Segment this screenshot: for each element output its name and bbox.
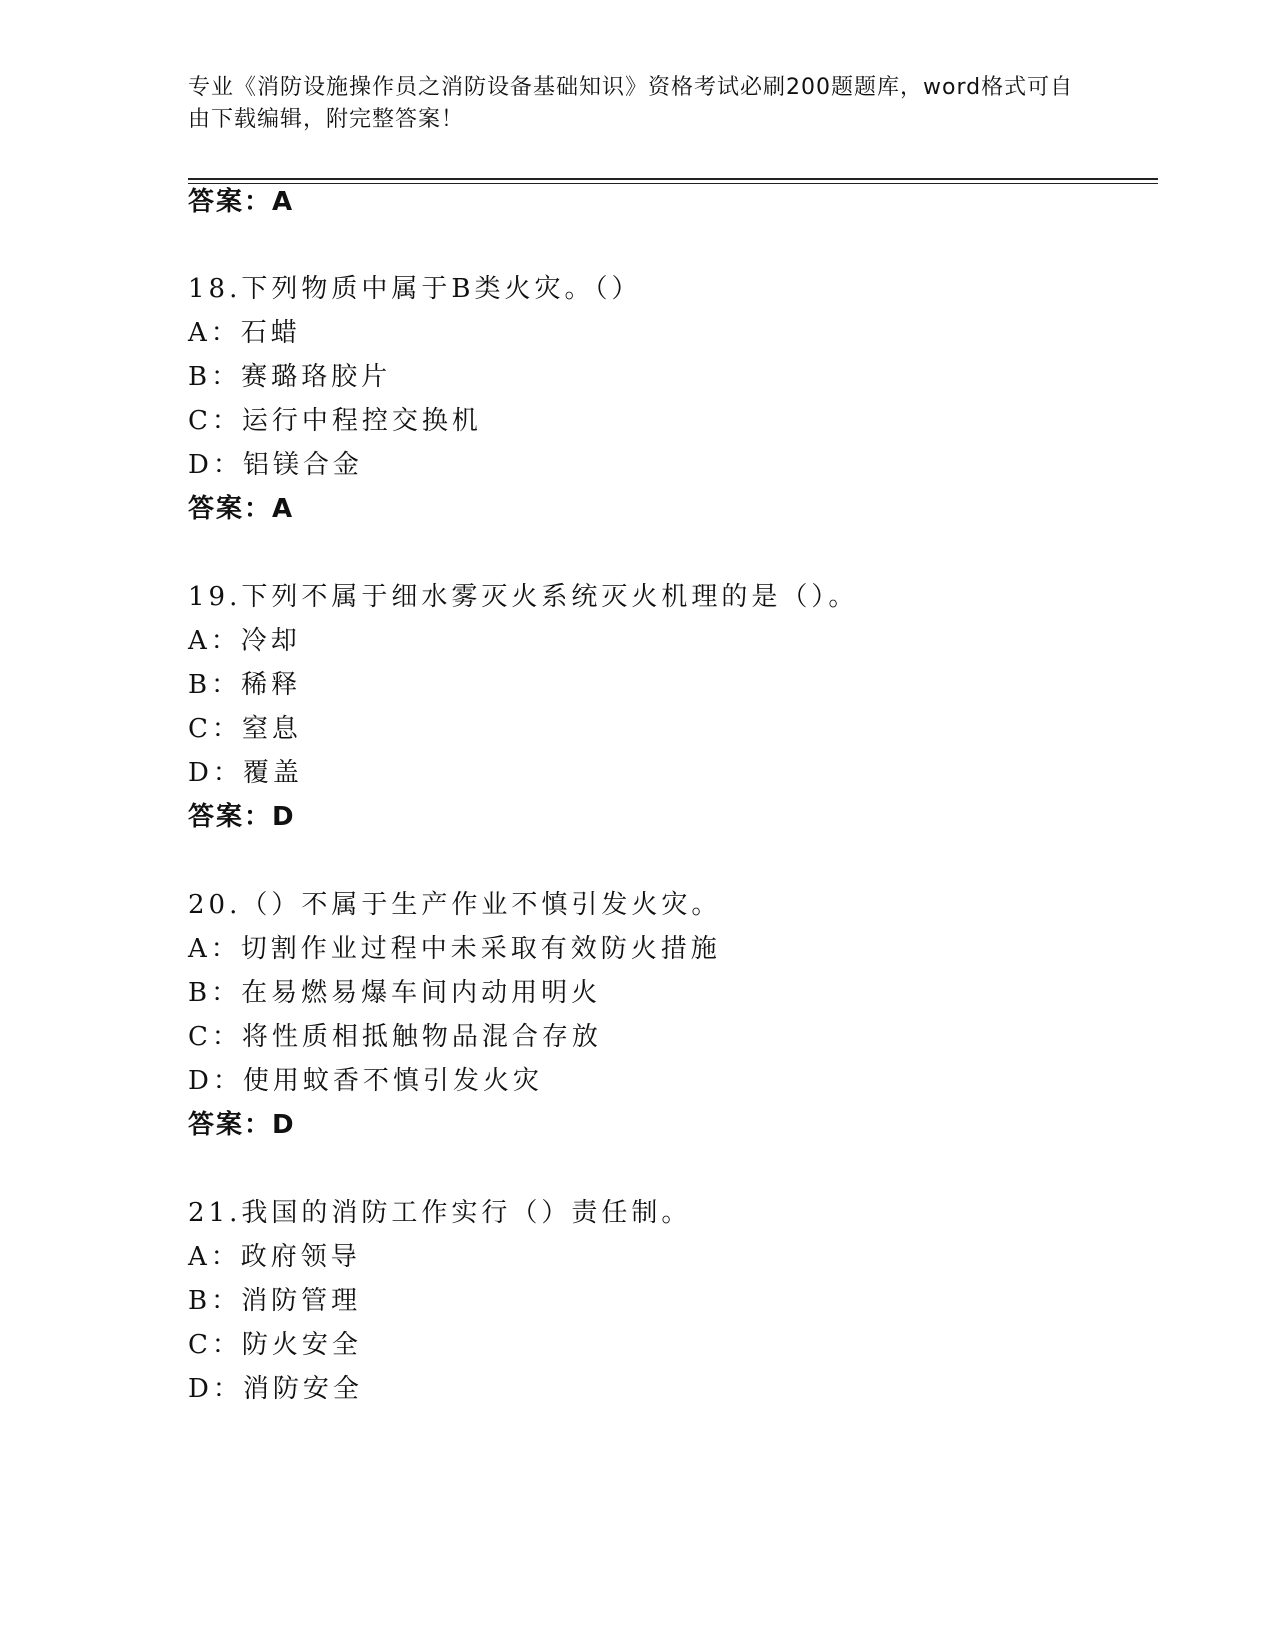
header-divider	[188, 178, 1158, 180]
option-a: A：冷却	[188, 626, 301, 656]
option-b: B：赛璐珞胶片	[188, 362, 392, 392]
question-stem: 18.下列物质中属于B类火灾。（）	[188, 274, 642, 304]
document-header: 专业《消防设施操作员之消防设备基础知识》资格考试必刷200题题库，word格式可自由下载编辑，附完整答案！	[188, 75, 1074, 132]
option-d: D：消防安全	[188, 1374, 363, 1404]
option-c: C：窒息	[188, 714, 302, 744]
option-c: C：运行中程控交换机	[188, 406, 482, 436]
question-stem: 19.下列不属于细水雾灭火系统灭火机理的是（）。	[188, 582, 859, 612]
option-c: C：将性质相抵触物品混合存放	[188, 1022, 602, 1052]
question-stem: 21.我国的消防工作实行（）责任制。	[188, 1198, 692, 1228]
answer-line: 答案：D	[188, 802, 296, 832]
option-c: C：防火安全	[188, 1330, 362, 1360]
option-b: B：在易燃易爆车间内动用明火	[188, 978, 602, 1008]
question-stem: 20.（）不属于生产作业不慎引发火灾。	[188, 890, 722, 920]
answer-line: 答案：D	[188, 1110, 296, 1140]
header-divider-thin	[188, 183, 1158, 184]
option-d: D：覆盖	[188, 758, 303, 788]
option-b: B：消防管理	[188, 1286, 362, 1316]
option-a: A：石蜡	[188, 318, 301, 348]
option-a: A：切割作业过程中未采取有效防火措施	[188, 934, 721, 964]
option-a: A：政府领导	[188, 1242, 361, 1272]
answer-line: 答案：A	[188, 494, 295, 524]
option-b: B：稀释	[188, 670, 302, 700]
option-d: D：使用蚊香不慎引发火灾	[188, 1066, 543, 1096]
option-d: D：铝镁合金	[188, 450, 363, 480]
answer-line: 答案：A	[188, 187, 295, 217]
